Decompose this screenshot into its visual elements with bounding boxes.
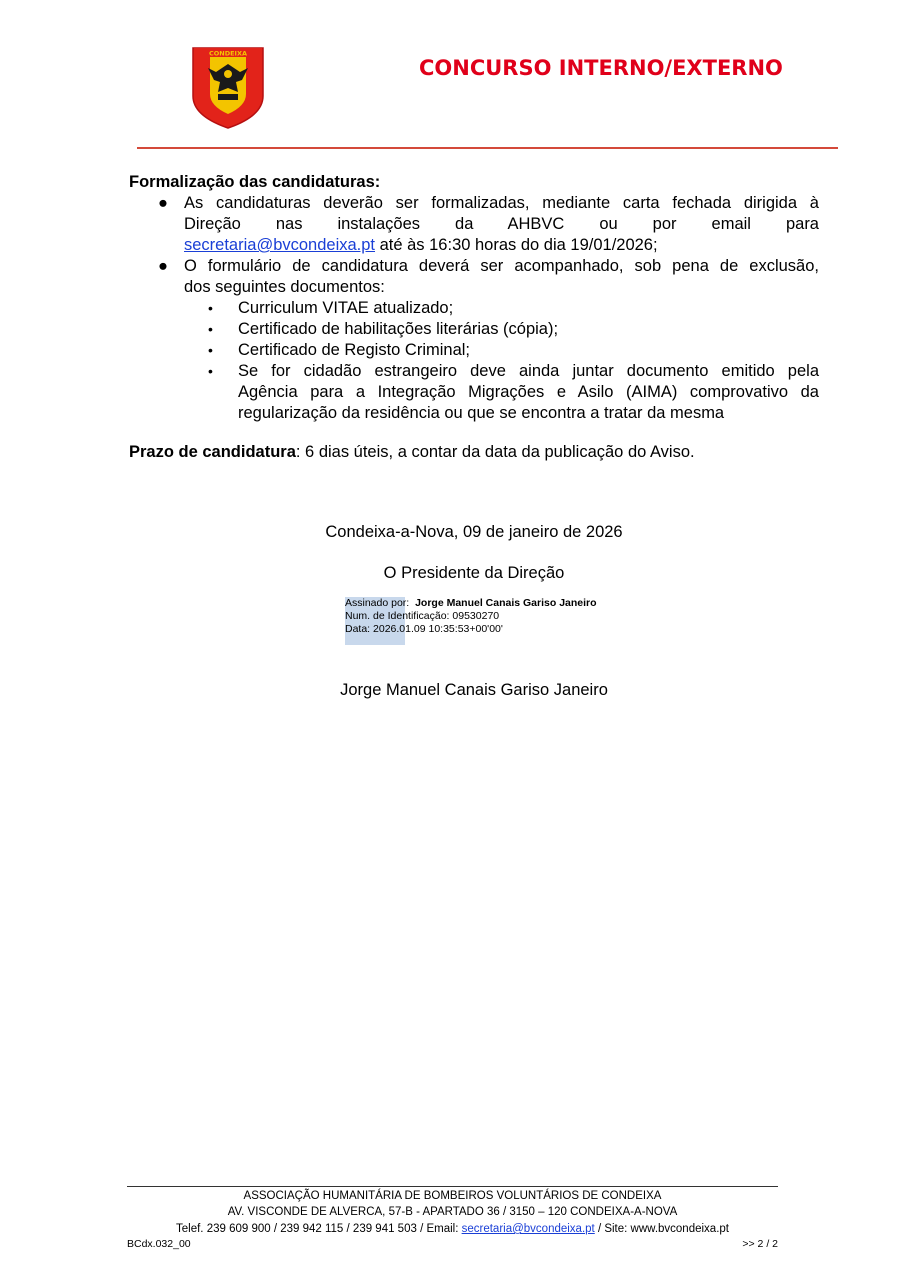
footer-association: ASSOCIAÇÃO HUMANITÁRIA DE BOMBEIROS VOLUNTÁRIOS DE CONDEIXA: [243, 1190, 662, 1202]
bullet-icon: •: [208, 363, 213, 379]
footer-contacts: Telef. 239 609 900 / 239 942 115 / 239 941 503 / Email: secretaria@bvcondeixa.pt / Site: www.bvcondeixa.pt: [176, 1223, 729, 1235]
requirements-list: [129, 193, 819, 424]
deadline-text: : 6 dias úteis, a contar da data da publicação do Aviso.: [295, 443, 695, 461]
signed-by-line: Assinado por: Jorge Manuel Canais Gariso Janeiro: [345, 597, 597, 609]
document-item: [184, 361, 819, 424]
list-item: [129, 193, 819, 256]
document-item: • Certificado de Registo Criminal;: [208, 341, 471, 359]
paragraph-line: secretaria@bvcondeixa.pt até às 16:30 horas do dia 19/01/2026;: [184, 236, 658, 254]
documents-list: [184, 298, 819, 424]
signer-name: Jorge Manuel Canais Gariso Janeiro: [340, 681, 608, 699]
paragraph-line: Direção nas instalações da AHBVC ou por email para: [184, 215, 819, 233]
document-item: • Curriculum VITAE atualizado;: [208, 299, 454, 317]
id-line: Num. de Identificação: 09530270: [345, 610, 500, 622]
page-title: CONCURSO INTERNO/EXTERNO: [419, 56, 783, 80]
paragraph-line: regularização da residência ou que se encontra a tratar da mesma: [238, 404, 725, 422]
document-item: • Certificado de habilitações literárias (cópia);: [208, 320, 559, 338]
paragraph-line: O formulário de candidatura deverá ser acompanhado, sob pena de exclusão,: [184, 257, 819, 275]
paragraph-line: Se for cidadão estrangeiro deve ainda juntar documento emitido pela: [238, 362, 819, 380]
date-line: Data: 2026.01.09 10:35:53+00'00': [345, 623, 503, 635]
signatory-role: O Presidente da Direção: [383, 564, 565, 582]
fire-brigade-crest-icon: [190, 44, 266, 130]
header-divider: [137, 147, 838, 149]
document-body: [129, 172, 819, 480]
bullet-icon: •: [208, 321, 213, 337]
email-link[interactable]: secretaria@bvcondeixa.pt: [184, 236, 376, 254]
crest-banner-text: CONDEIXA: [208, 49, 248, 58]
list-item: [129, 256, 819, 424]
paragraph-line: dos seguintes documentos:: [184, 278, 385, 296]
section-heading: Formalização das candidaturas:: [129, 173, 381, 191]
paragraph-line: Agência para a Integração Migrações e Asilo (AIMA) comprovativo da: [238, 383, 819, 401]
deadline-paragraph: [129, 442, 819, 463]
bullet-icon: •: [208, 342, 213, 358]
fire-brigade-crest-logo: [190, 44, 266, 130]
footer-address: AV. VISCONDE DE ALVERCA, 57-B - APARTADO 36 / 3150 – 120 CONDEIXA-A-NOVA: [227, 1206, 678, 1218]
footer-email-link[interactable]: secretaria@bvcondeixa.pt: [461, 1223, 595, 1235]
paragraph-line: As candidaturas deverão ser formalizadas, mediante carta fechada dirigida à: [184, 194, 819, 212]
bullet-icon: ●: [158, 194, 168, 212]
page-number: >> 2 / 2: [742, 1238, 778, 1250]
footer-divider: [127, 1186, 778, 1187]
digital-signature: [345, 597, 635, 636]
bullet-icon: •: [208, 300, 213, 316]
place-date: Condeixa-a-Nova, 09 de janeiro de 2026: [325, 523, 623, 541]
document-code: BCdx.032_00: [127, 1238, 191, 1250]
deadline-label: Prazo de candidatura: [129, 443, 296, 461]
bullet-icon: ●: [158, 257, 168, 275]
